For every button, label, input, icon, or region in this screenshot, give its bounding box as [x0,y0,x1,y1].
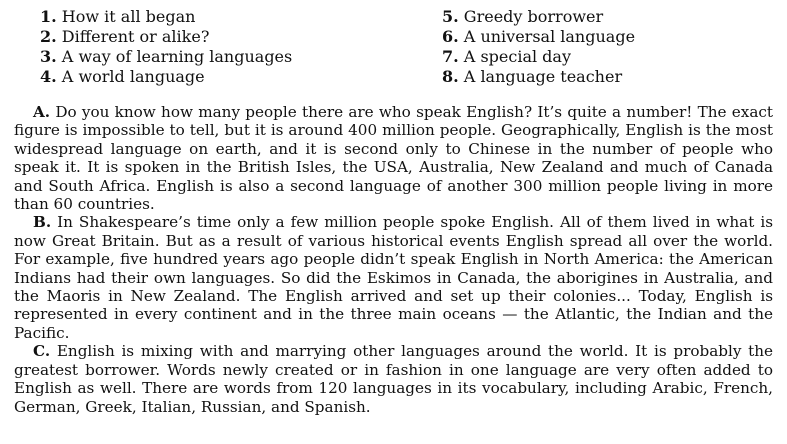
heading-item-3 [40,47,442,67]
heading-text: A way of learning languages [61,47,293,66]
heading-number: 5. [442,7,459,26]
headings-list [40,7,773,87]
heading-item-4 [40,67,442,87]
heading-number: 8. [442,67,459,86]
heading-item-6 [442,27,773,47]
paragraph-a [14,103,773,213]
heading-text: A world language [61,67,205,86]
heading-text: A language teacher [463,67,623,86]
heading-text: How it all began [61,7,196,26]
paragraph-label: B. [33,213,52,232]
paragraph-label: A. [33,103,51,121]
heading-number: 1. [40,7,57,26]
heading-number: 2. [40,27,57,46]
heading-number: 4. [40,67,57,86]
heading-item-8 [442,67,773,87]
heading-number: 3. [40,47,57,66]
heading-number: 6. [442,27,459,46]
heading-item-7 [442,47,773,67]
paragraph-text: Do you know how many people there are who speak English? It’s quite a number! The exact figure is impossible to tell, but it is around 400 million people. Geographically, English is the most widespread language on earth, and it is second only to Chinese in the number of people who speak it. It is spoken in the British Isles, the USA, Australia, New Zealand and much of Canada and South Africa. English is also a second language of another 300 million people living in more than 60 countries. [14,103,773,214]
reading-text [14,103,773,416]
heading-text: Greedy borrower [463,7,604,26]
paragraph-b [14,213,773,342]
headings-left-column [40,7,442,87]
headings-right-column [442,7,773,87]
heading-item-2 [40,27,442,47]
heading-item-5 [442,7,773,27]
paragraph-label: C. [33,342,51,361]
heading-text: A universal language [463,27,636,46]
paragraph-c [14,342,773,416]
paragraph-text: English is mixing with and marrying other languages around the world. It is probably the greatest borrower. Words newly created or in fashion in one language are very often added to English as well. There are words from 120 languages in its vocabulary, including Arabic, French, German, Greek, Italian, Russian, and Spanish. [14,342,774,416]
heading-text: Different or alike? [61,27,210,46]
paragraph-text: In Shakespeare’s time only a few million people spoke English. All of them lived in what is now Great Britain. But as a result of various historical events English spread all over the world. For example, five hundred years ago people didn’t speak English in North America: the American Indians had their own languages. So did the Eskimos in Canada, the aborigines in Australia, and the Maoris in New Zealand. The English arrived and set up their colonies... Today, English is represented in every continent and in the three main oceans — the Atlantic, the Indian and the Pacific. [14,213,774,342]
heading-number: 7. [442,47,459,66]
heading-item-1 [40,7,442,27]
heading-text: A special day [463,47,571,66]
